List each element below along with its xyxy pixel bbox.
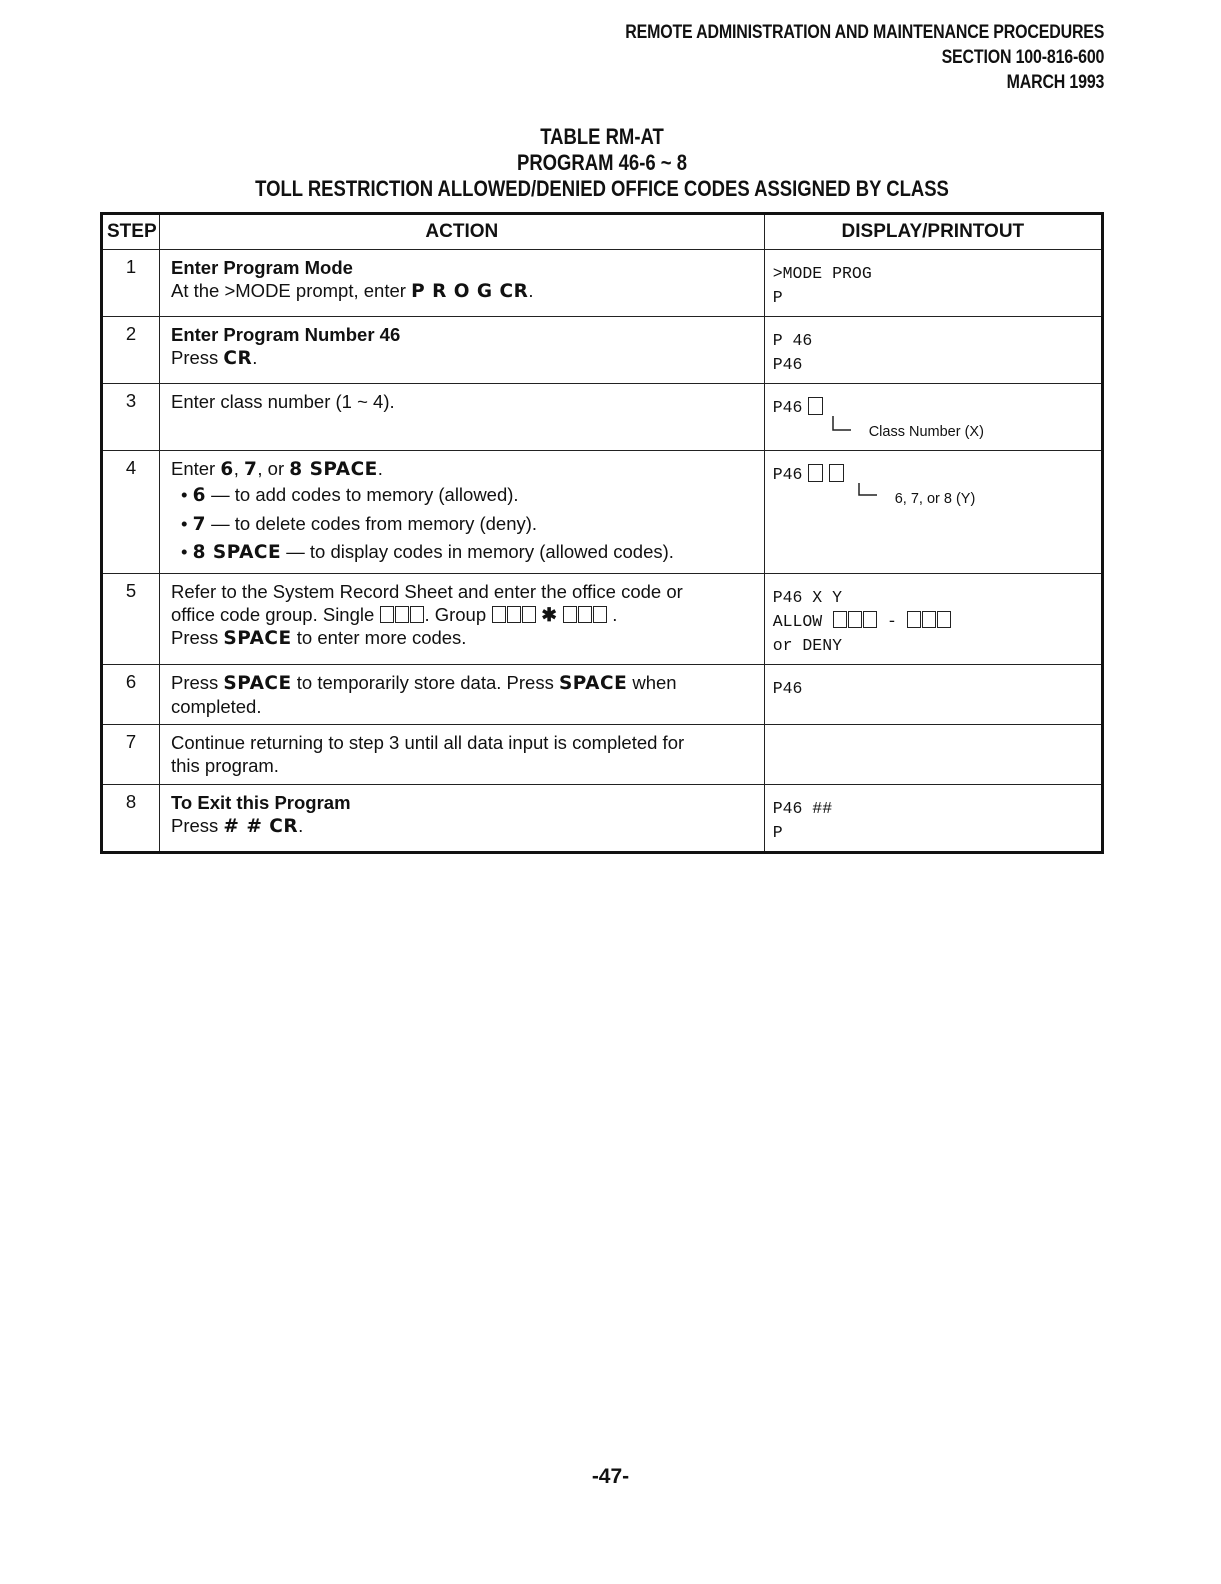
title-line-2: PROGRAM 46-6 ~ 8 bbox=[517, 150, 687, 175]
key-sequence: P R O G CR bbox=[411, 281, 529, 302]
digit-box-icon bbox=[380, 606, 394, 623]
key-space: SPACE bbox=[558, 673, 628, 694]
key-sequence: CR bbox=[223, 348, 253, 369]
action-prefix: Press bbox=[170, 815, 224, 836]
key-6: 6 bbox=[220, 459, 234, 480]
key-7: 7 bbox=[244, 459, 258, 480]
display-line: P bbox=[772, 288, 783, 307]
list-item: • 8 SPACE — to display codes in memory (allowed codes). bbox=[180, 541, 674, 563]
table-row bbox=[102, 725, 1103, 785]
step-number: 1 bbox=[102, 250, 160, 317]
step-number: 3 bbox=[102, 384, 160, 451]
column-header-action: ACTION bbox=[159, 214, 764, 250]
list-item: • 7 — to delete codes from memory (deny). bbox=[180, 513, 538, 535]
display-cell bbox=[764, 451, 1102, 574]
action-text-part: Press bbox=[170, 672, 224, 693]
action-text-part: when bbox=[627, 672, 677, 693]
action-text-part: . bbox=[607, 604, 618, 625]
table-header-row bbox=[102, 214, 1103, 250]
range-dash: - bbox=[887, 612, 897, 631]
action-text: Continue returning to step 3 until all data input is completed for bbox=[170, 732, 685, 753]
display-cell bbox=[764, 665, 1102, 725]
display-prompt: P46 bbox=[772, 465, 803, 484]
column-header-step: STEP bbox=[102, 214, 160, 250]
digit-box-icon bbox=[593, 606, 607, 623]
display-prompt: P46 bbox=[772, 398, 803, 417]
header-line-3: MARCH 1993 bbox=[1006, 72, 1104, 93]
display-cell bbox=[764, 785, 1102, 853]
action-suffix: . bbox=[252, 347, 258, 368]
display-line: P46 bbox=[772, 355, 803, 374]
action-cell bbox=[159, 785, 764, 853]
header-line-1: REMOTE ADMINISTRATION AND MAINTENANCE PROCEDURES bbox=[624, 22, 1104, 43]
display-cell bbox=[764, 725, 1102, 785]
action-text bbox=[171, 814, 754, 838]
action-text bbox=[171, 671, 754, 695]
step-number: 2 bbox=[102, 317, 160, 384]
step-number: 7 bbox=[102, 725, 160, 785]
step-number: 8 bbox=[102, 785, 160, 853]
page-number: -47- bbox=[591, 1465, 630, 1488]
key-6: 6 bbox=[192, 485, 206, 506]
procedure-table bbox=[100, 212, 1104, 854]
action-cell bbox=[159, 384, 764, 451]
action-text bbox=[171, 457, 754, 481]
digit-box-icon bbox=[522, 606, 536, 623]
display-line bbox=[773, 396, 1093, 420]
bracket-icon bbox=[857, 483, 879, 499]
key-8-space: 8 SPACE bbox=[289, 459, 378, 480]
digit-box-icon bbox=[492, 606, 506, 623]
bracket-icon bbox=[831, 416, 853, 434]
display-line: P46 X Y bbox=[772, 588, 843, 607]
digit-box-icon bbox=[907, 611, 921, 628]
display-text: ALLOW bbox=[772, 612, 823, 631]
title-line-3: TOLL RESTRICTION ALLOWED/DENIED OFFICE CODES ASSIGNED BY CLASS bbox=[255, 176, 949, 201]
action-text bbox=[171, 603, 754, 626]
key-7: 7 bbox=[192, 514, 206, 535]
action-text bbox=[171, 626, 754, 650]
key-8-space: 8 SPACE bbox=[192, 542, 282, 563]
action-cell bbox=[159, 250, 764, 317]
table-title bbox=[100, 124, 1104, 202]
document-header bbox=[625, 20, 1104, 95]
action-cell bbox=[159, 574, 764, 665]
digit-box-icon bbox=[410, 606, 424, 623]
action-suffix: . bbox=[298, 815, 304, 836]
table-row bbox=[102, 317, 1103, 384]
display-line: >MODE PROG bbox=[772, 264, 872, 283]
field-annotation bbox=[773, 487, 1093, 511]
action-suffix: . bbox=[528, 280, 534, 301]
title-line-1: TABLE RM-AT bbox=[540, 124, 664, 149]
key-space: SPACE bbox=[223, 673, 292, 694]
action-text bbox=[171, 346, 754, 370]
display-line: P46 ## bbox=[772, 799, 833, 818]
digit-box-icon bbox=[563, 606, 577, 623]
input-box-icon bbox=[808, 397, 823, 415]
annotation-text: 6, 7, or 8 (Y) bbox=[894, 491, 976, 507]
table-row bbox=[102, 250, 1103, 317]
action-cell bbox=[159, 725, 764, 785]
display-cell bbox=[764, 250, 1102, 317]
asterisk-icon: ✱ bbox=[541, 604, 557, 625]
action-title: To Exit this Program bbox=[170, 792, 351, 813]
display-cell bbox=[764, 574, 1102, 665]
table-row bbox=[102, 785, 1103, 853]
input-box-icon bbox=[808, 464, 823, 482]
table-row bbox=[102, 384, 1103, 451]
key-space: SPACE bbox=[223, 628, 292, 649]
action-prefix: Enter bbox=[170, 458, 221, 479]
action-text-part: office code group. Single bbox=[170, 604, 380, 625]
display-cell bbox=[764, 317, 1102, 384]
display-cell bbox=[764, 384, 1102, 451]
annotation-text: Class Number (X) bbox=[868, 424, 984, 440]
display-line bbox=[773, 610, 1093, 634]
action-cell bbox=[159, 665, 764, 725]
field-annotation bbox=[773, 420, 1093, 444]
action-text: Refer to the System Record Sheet and enter the office code or bbox=[170, 581, 683, 602]
bullet-text: — to delete codes from memory (deny). bbox=[211, 513, 538, 534]
display-line: P 46 bbox=[772, 331, 813, 350]
digit-box-icon bbox=[922, 611, 936, 628]
separator: , bbox=[233, 458, 244, 479]
step-number: 4 bbox=[102, 451, 160, 574]
input-box-icon bbox=[829, 464, 844, 482]
action-suffix: . bbox=[377, 458, 383, 479]
display-line: P bbox=[772, 823, 783, 842]
action-cell bbox=[159, 451, 764, 574]
column-header-display: DISPLAY/PRINTOUT bbox=[764, 214, 1102, 250]
action-text: this program. bbox=[170, 755, 279, 776]
action-text bbox=[171, 279, 754, 303]
list-item: • 6 — to add codes to memory (allowed). bbox=[180, 484, 519, 506]
action-text-part: Press bbox=[170, 627, 224, 648]
action-title: Enter Program Number 46 bbox=[170, 324, 401, 345]
header-line-2: SECTION 100-816-600 bbox=[941, 47, 1104, 68]
action-prefix: At the >MODE prompt, enter bbox=[170, 280, 412, 301]
table-row bbox=[102, 665, 1103, 725]
display-line: or DENY bbox=[772, 636, 843, 655]
key-sequence: # # CR bbox=[223, 816, 299, 837]
bullet-text: — to add codes to memory (allowed). bbox=[211, 484, 519, 505]
action-title: Enter Program Mode bbox=[170, 257, 353, 278]
digit-box-icon bbox=[863, 611, 877, 628]
action-text: completed. bbox=[170, 696, 262, 717]
separator: , or bbox=[257, 458, 290, 479]
step-number: 6 bbox=[102, 665, 160, 725]
display-line: P46 bbox=[772, 679, 803, 698]
bullet-text: — to display codes in memory (allowed codes). bbox=[286, 541, 674, 562]
digit-box-icon bbox=[937, 611, 951, 628]
digit-box-icon bbox=[395, 606, 409, 623]
table-row bbox=[102, 451, 1103, 574]
action-text: Enter class number (1 ~ 4). bbox=[170, 391, 395, 412]
action-cell bbox=[159, 317, 764, 384]
digit-box-icon bbox=[507, 606, 521, 623]
action-prefix: Press bbox=[170, 347, 224, 368]
digit-box-icon bbox=[578, 606, 592, 623]
action-text-part: to enter more codes. bbox=[291, 627, 467, 648]
table-row bbox=[102, 574, 1103, 665]
display-line bbox=[773, 463, 1093, 487]
digit-box-icon bbox=[833, 611, 847, 628]
digit-box-icon bbox=[848, 611, 862, 628]
step-number: 5 bbox=[102, 574, 160, 665]
action-text-part: to temporarily store data. Press bbox=[291, 672, 559, 693]
action-text-part: . Group bbox=[424, 604, 492, 625]
